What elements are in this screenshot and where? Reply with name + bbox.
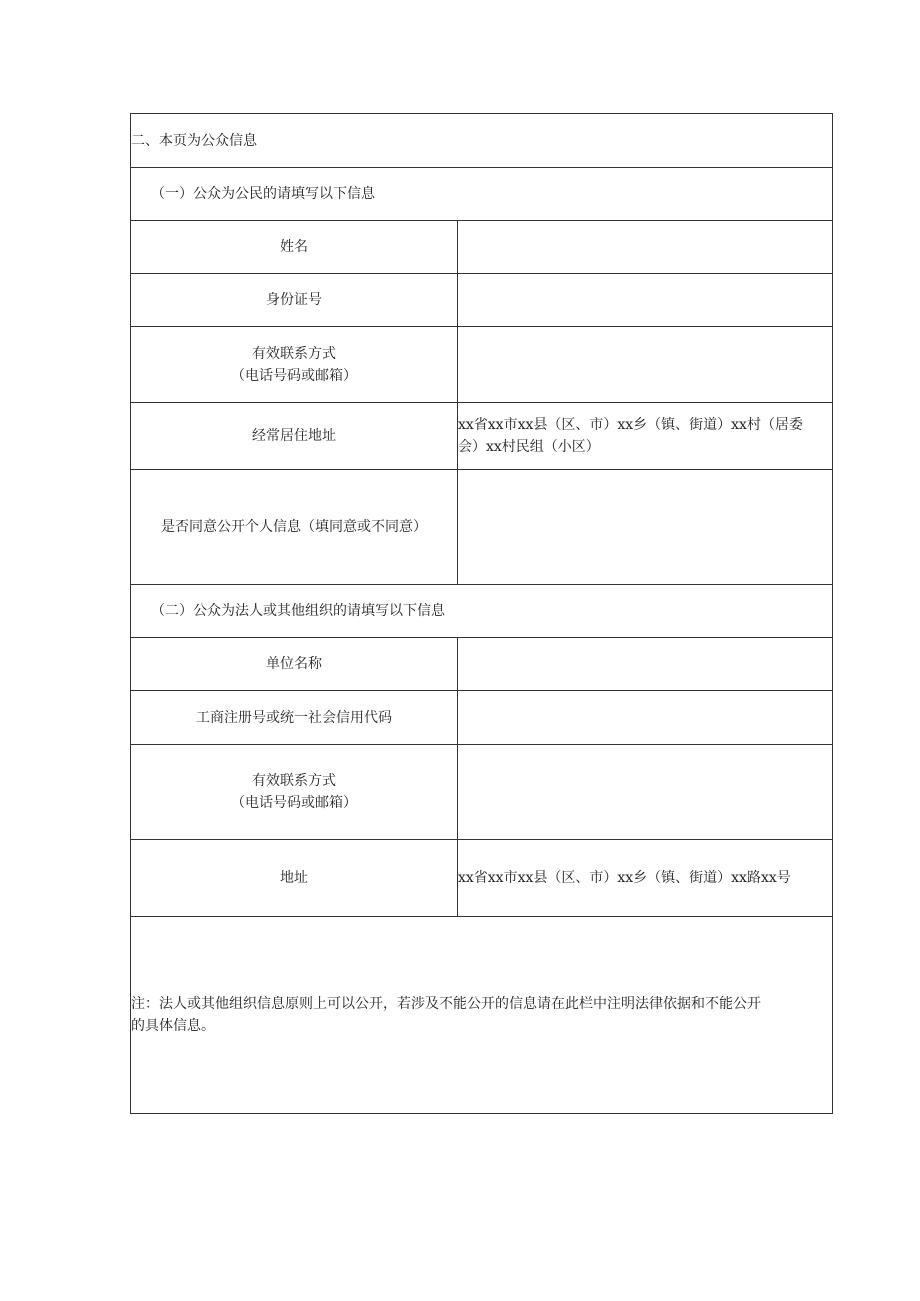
citizen-id-label: 身份证号 <box>131 274 458 327</box>
note-row <box>131 917 833 1114</box>
org-contact-label-line1: 有效联系方式 <box>252 773 336 789</box>
citizen-id-row <box>131 274 833 327</box>
section-title: 二、本页为公众信息 <box>131 114 833 168</box>
org-registration-field[interactable] <box>458 691 833 745</box>
citizen-consent-field[interactable] <box>458 470 833 585</box>
note-cell[interactable] <box>131 917 833 1114</box>
citizen-address-line2: 会）xx村民组（小区） <box>458 439 600 455</box>
citizen-heading-row <box>131 168 833 221</box>
citizen-address-field[interactable] <box>458 403 833 470</box>
citizen-contact-label-line2: （电话号码或邮箱） <box>231 367 357 384</box>
org-address-row <box>131 840 833 917</box>
organization-heading-row <box>131 585 833 638</box>
org-address-field[interactable]: xx省xx市xx县（区、市）xx乡（镇、街道）xx路xx号 <box>458 840 833 917</box>
citizen-contact-field[interactable] <box>458 327 833 403</box>
citizen-consent-row <box>131 470 833 585</box>
section-title-row <box>131 114 833 168</box>
org-registration-row <box>131 691 833 745</box>
org-registration-label: 工商注册号或统一社会信用代码 <box>131 691 458 745</box>
org-contact-label-line2: （电话号码或邮箱） <box>231 795 357 811</box>
citizen-id-field[interactable] <box>458 274 833 327</box>
citizen-address-row <box>131 403 833 470</box>
citizen-name-field[interactable] <box>458 221 833 274</box>
citizen-name-label: 姓名 <box>131 221 458 274</box>
citizen-name-row <box>131 221 833 274</box>
citizen-contact-label-line1: 有效联系方式 <box>252 345 336 362</box>
citizen-address-line1: xx省xx市xx县（区、市）xx乡（镇、街道）xx村（居委 <box>458 417 803 433</box>
org-name-label: 单位名称 <box>131 638 458 691</box>
public-info-form-table <box>130 113 833 1114</box>
citizen-contact-label <box>131 327 458 403</box>
citizen-contact-row <box>131 327 833 403</box>
org-contact-field[interactable] <box>458 745 833 840</box>
citizen-heading: （一）公众为公民的请填写以下信息 <box>131 168 833 221</box>
note-line2: 的具体信息。 <box>131 1018 215 1034</box>
citizen-consent-label: 是否同意公开个人信息（填同意或不同意） <box>131 470 458 585</box>
citizen-address-label: 经常居住地址 <box>131 403 458 470</box>
organization-heading: （二）公众为法人或其他组织的请填写以下信息 <box>131 585 833 638</box>
org-contact-label <box>131 745 458 840</box>
org-contact-row <box>131 745 833 840</box>
org-name-row <box>131 638 833 691</box>
note-line1: 注：法人或其他组织信息原则上可以公开，若涉及不能公开的信息请在此栏中注明法律依据和不能公开 <box>131 996 761 1012</box>
org-address-label: 地址 <box>131 840 458 917</box>
org-name-field[interactable] <box>458 638 833 691</box>
